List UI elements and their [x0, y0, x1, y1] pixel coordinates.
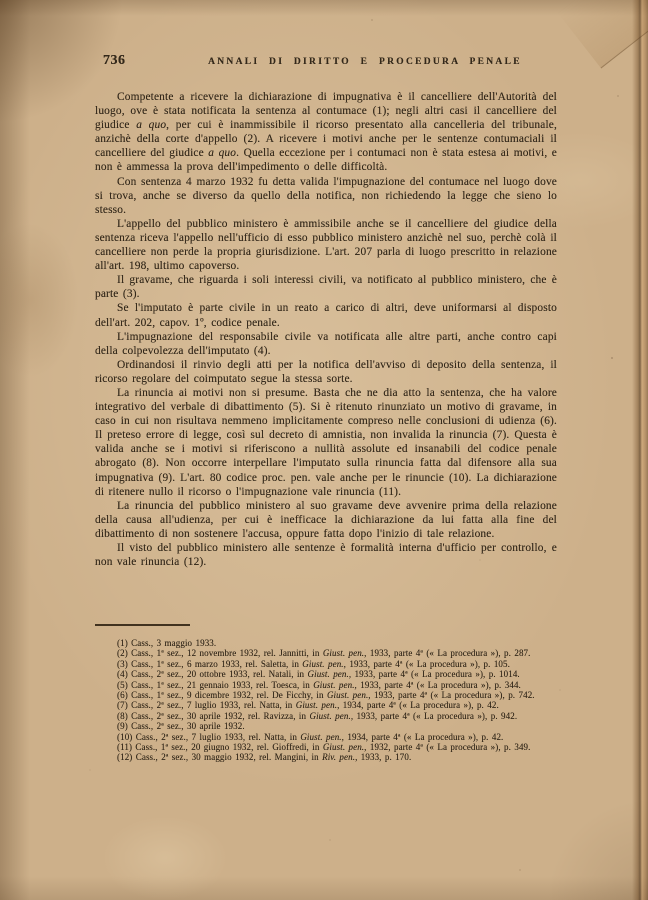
body-paragraph: La rinuncia del pubblico ministero al suo gravame deve avvenire prima della relazione della causa all'udienza, per cui è inefficace la dichiarazione da lui fatta alla fine del dibattimento di non sostenere l'accusa, oppure fatta dopo l'inizio di tale relazione. — [95, 499, 557, 540]
body-paragraph: L'impugnazione del responsabile civile va notificata alle altre parti, anche contro capi della colpevolezza dell'imputato (4). — [95, 330, 557, 357]
footnotes-section — [92, 638, 558, 763]
footnote-item: (2) Cass., 1ª sez., 12 novembre 1932, rel. Jannitti, in Giust. pen., 1933, parte 4ª (« La procedura »), p. 287. — [117, 648, 531, 659]
footnote-item: (5) Cass., 1ª sez., 21 gennaio 1933, rel. Toesca, in Giust. pen., 1933, parte 4ª (« La procedura »), p. 344. — [117, 679, 521, 690]
footnote-item: (10) Cass., 2ª sez., 7 luglio 1933, rel. Natta, in Giust. pen., 1934, parte 4ª (« La procedura »), p. 42. — [117, 731, 504, 742]
body-paragraph: Il gravame, che riguarda i soli interessi civili, va notificato al pubblico ministero, che è parte (3). — [95, 274, 557, 301]
page-edge-shadow — [632, 0, 648, 900]
page-number: 736 — [103, 53, 126, 68]
body-paragraph: Se l'imputato è parte civile in un reato a carico di altri, deve uniformarsi al disposto dell'art. 202, capov. 1º, codice penale. — [95, 302, 557, 329]
body-paragraph: La rinuncia ai motivi non si presume. Basta che ne dia atto la sentenza, che ha valore integrativo del verbale di dibattimento (5). Si è ritenuto rinunziato un motivo di gravame, in caso in cui non risultava nemmeno implicitamente compreso nelle conclusioni di udienza (6). Il preteso errore di legge, così sul decreto di amnistia, non invalida la rinuncia (7). Questa è valida anche se i motivi si riferiscono a nullità assolute ed insanabili del codice penale abrogato (8). Non occorre interpellare l'imputato sulla rinuncia fatta dal difensore alla sua impugnativa (9). L'art. 80 codice proc. pen. vale anche per le rinuncie (10). La dichiarazione di ritenere nullo il ricorso o l'impugnazione vale rinuncia (11). — [95, 386, 557, 498]
footnote-item: (3) Cass., 1ª sez., 6 marzo 1933, rel. Saletta, in Giust. pen., 1933, parte 4ª (« La procedura »), p. 105. — [117, 658, 510, 669]
footnote-item: (8) Cass., 2ª sez., 30 aprile 1932, rel. Ravizza, in Giust. pen., 1933, parte 4ª (« La procedura »), p. 942. — [117, 710, 518, 721]
body-paragraph: Con sentenza 4 marzo 1932 fu detta valida l'impugnazione del contumace nel luogo dove si trova, anche se diverso da quello della notifica, non richiedendo la legge che sieno lo stesso. — [95, 175, 557, 216]
footnote-item: (9) Cass., 2ª sez., 30 aprile 1932. — [117, 721, 245, 732]
footnote-item: (4) Cass., 2ª sez., 20 ottobre 1933, rel. Natali, in Giust. pen., 1933, parte 4ª (« La procedura »), p. 1014. — [117, 669, 520, 680]
footnote-item: (6) Cass., 1ª sez., 9 dicembre 1932, rel. De Ficchy, in Giust. pen., 1933, parte 4ª (« La procedura »), p. 742. — [117, 690, 535, 701]
footnote-separator — [95, 624, 190, 626]
body-paragraph: Il visto del pubblico ministero alle sentenze è formalità interna d'ufficio per controllo, e non vale rinuncia (12). — [95, 542, 557, 569]
footnote-item: (7) Cass., 2ª sez., 7 luglio 1933, rel. Natta, in Giust. pen., 1934, parte 4ª (« La procedura »), p. 42. — [117, 700, 499, 711]
body-text — [95, 90, 557, 569]
body-paragraph: Ordinandosi il rinvio degli atti per la notifica dell'avviso di deposito della sentenza, il ricorso regolare del coimputato segue la stessa sorte. — [95, 358, 557, 385]
body-paragraph: L'appello del pubblico ministero è ammissibile anche se il cancelliere del giudice della sentenza riceva l'appello nell'ufficio di esso pubblico ministero anzichè nel suo, perchè colà il cancelliere non perde la propria giurisdizione. L'art. 207 parla di luogo prescritto in relazione all'art. 198, ultimo capoverso. — [95, 217, 557, 273]
footnote-item: (1) Cass., 3 maggio 1933. — [117, 638, 217, 648]
body-paragraph: Competente a ricevere la dichiarazione di impugnativa è il cancelliere dell'Autorità del luogo, ove è stata notificata la sentenza al contumace (1); negli altri casi il cancelliere del giudice a quo, per cui è inammissibile il ricorso presentato alla cancelleria del tribunale, anzichè della corte d'appello (2). A ricevere i motivi anche per le sentenze contumaciali il cancelliere del giudice a quo. Quella eccezione per i contumaci non è stata estesa ai motivi, e non è ammessa la prova dell'impedimento o delle difficoltà. — [95, 91, 558, 174]
footnote-item: (11) Cass., 1ª sez., 20 giugno 1932, rel. Gioffredi, in Giust. pen., 1932, parte 4ª (« La procedura »), p. 349. — [117, 742, 531, 753]
running-head: ANNALI DI DIRITTO E PROCEDURA PENALE — [208, 57, 522, 67]
footnote-item: (12) Cass., 2ª sez., 30 maggio 1932, rel. Mangini, in Riv. pen., 1933, p. 170. — [117, 752, 412, 763]
